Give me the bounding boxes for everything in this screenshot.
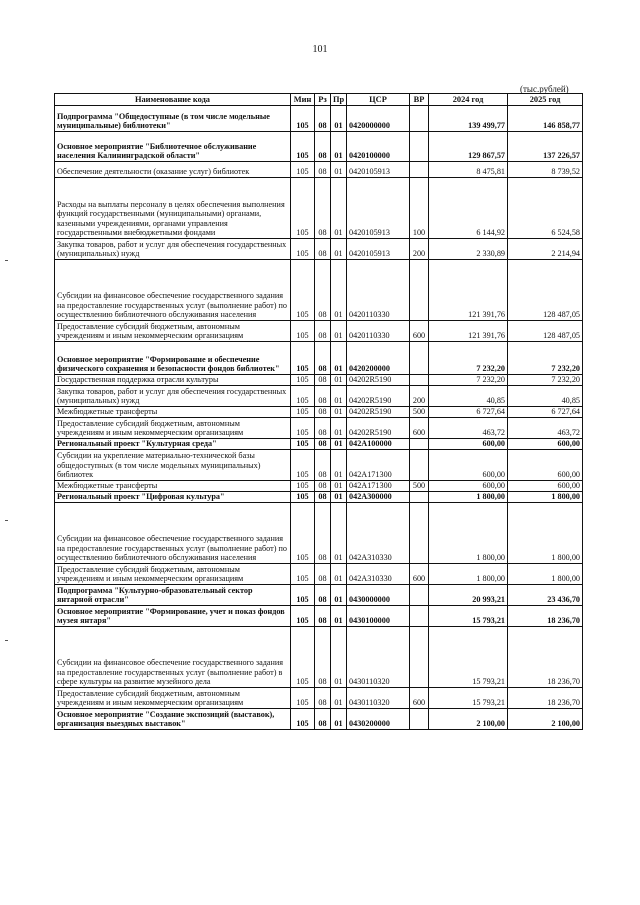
row-rz: 08 xyxy=(315,386,331,407)
row-pr: 01 xyxy=(331,450,347,481)
row-name: Основное мероприятие "Формирование, учет и показ фондов музея янтаря" xyxy=(55,606,291,627)
row-2025: 7 232,20 xyxy=(508,342,583,375)
row-2024: 6 144,92 xyxy=(429,178,508,239)
table-row xyxy=(55,627,583,688)
table-row xyxy=(55,585,583,606)
row-vr xyxy=(410,260,429,321)
row-name: Предоставление субсидий бюджетным, автономным учреждениям и иным некоммерческим организациям xyxy=(55,688,291,709)
row-rz: 08 xyxy=(315,418,331,439)
row-rz: 08 xyxy=(315,321,331,342)
row-name: Межбюджетные трансферты xyxy=(55,481,291,492)
row-pr: 01 xyxy=(331,407,347,418)
table-row xyxy=(55,709,583,730)
table-row xyxy=(55,606,583,627)
row-csr: 04202R5190 xyxy=(347,418,410,439)
row-pr: 01 xyxy=(331,418,347,439)
header-2025: 2025 год xyxy=(508,94,583,106)
row-rz: 08 xyxy=(315,106,331,132)
row-csr: 042A310330 xyxy=(347,564,410,585)
row-rz: 08 xyxy=(315,606,331,627)
table-row xyxy=(55,418,583,439)
row-vr xyxy=(410,450,429,481)
row-2025: 2 214,94 xyxy=(508,239,583,260)
row-csr: 0420105913 xyxy=(347,239,410,260)
row-min: 105 xyxy=(291,162,315,178)
row-2024: 600,00 xyxy=(429,450,508,481)
row-min: 105 xyxy=(291,407,315,418)
row-rz: 08 xyxy=(315,439,331,450)
row-rz: 08 xyxy=(315,162,331,178)
row-2025: 8 739,52 xyxy=(508,162,583,178)
row-name: Подпрограмма "Культурно-образовательный сектор янтарной отрасли" xyxy=(55,585,291,606)
row-2025: 40,85 xyxy=(508,386,583,407)
row-name: Закупка товаров, работ и услуг для обеспечения государственных (муниципальных) нужд xyxy=(55,386,291,407)
header-2024: 2024 год xyxy=(429,94,508,106)
row-vr: 200 xyxy=(410,386,429,407)
row-vr xyxy=(410,162,429,178)
table-body xyxy=(55,106,583,730)
row-vr: 500 xyxy=(410,481,429,492)
row-2024: 1 800,00 xyxy=(429,564,508,585)
row-csr: 0420200000 xyxy=(347,342,410,375)
row-2025: 6 524,58 xyxy=(508,178,583,239)
row-csr: 0420105913 xyxy=(347,178,410,239)
table-row xyxy=(55,239,583,260)
row-rz: 08 xyxy=(315,375,331,386)
row-pr: 01 xyxy=(331,132,347,162)
row-vr xyxy=(410,492,429,503)
row-name: Субсидии на финансовое обеспечение государственного задания на предоставление государственных услуг (выполнение работ) по осуществлению библиотечного обслуживания населения xyxy=(55,503,291,564)
row-2024: 2 100,00 xyxy=(429,709,508,730)
header-vr: ВР xyxy=(410,94,429,106)
row-2025: 463,72 xyxy=(508,418,583,439)
row-pr: 01 xyxy=(331,688,347,709)
row-2025: 128 487,05 xyxy=(508,321,583,342)
row-rz: 08 xyxy=(315,450,331,481)
table-row xyxy=(55,321,583,342)
row-pr: 01 xyxy=(331,585,347,606)
row-name: Предоставление субсидий бюджетным, автономным учреждениям и иным некоммерческим организациям xyxy=(55,418,291,439)
row-vr: 600 xyxy=(410,688,429,709)
row-vr xyxy=(410,606,429,627)
row-csr: 0420110330 xyxy=(347,260,410,321)
row-2025: 6 727,64 xyxy=(508,407,583,418)
row-name: Подпрограмма "Общедоступные (в том числе модельные муниципальные) библиотеки" xyxy=(55,106,291,132)
row-vr: 100 xyxy=(410,178,429,239)
row-name: Основное мероприятие "Создание экспозиций (выставок), организация выездных выставок" xyxy=(55,709,291,730)
row-pr: 01 xyxy=(331,492,347,503)
row-csr: 0430200000 xyxy=(347,709,410,730)
row-vr xyxy=(410,106,429,132)
row-rz: 08 xyxy=(315,492,331,503)
row-pr: 01 xyxy=(331,439,347,450)
row-2024: 2 330,89 xyxy=(429,239,508,260)
row-2024: 121 391,76 xyxy=(429,260,508,321)
row-vr: 600 xyxy=(410,564,429,585)
table-row xyxy=(55,450,583,481)
row-csr: 0430110320 xyxy=(347,627,410,688)
row-name: Обеспечение деятельности (оказание услуг) библиотек xyxy=(55,162,291,178)
row-csr: 0420105913 xyxy=(347,162,410,178)
row-min: 105 xyxy=(291,481,315,492)
page-number: 101 xyxy=(312,44,328,55)
row-rz: 08 xyxy=(315,239,331,260)
row-rz: 08 xyxy=(315,627,331,688)
row-2025: 23 436,70 xyxy=(508,585,583,606)
row-2024: 7 232,20 xyxy=(429,375,508,386)
row-vr xyxy=(410,709,429,730)
row-min: 105 xyxy=(291,386,315,407)
row-min: 105 xyxy=(291,132,315,162)
row-csr: 04202R5190 xyxy=(347,375,410,386)
budget-table xyxy=(54,93,583,730)
row-min: 105 xyxy=(291,418,315,439)
row-vr xyxy=(410,585,429,606)
row-pr: 01 xyxy=(331,106,347,132)
row-min: 105 xyxy=(291,178,315,239)
row-rz: 08 xyxy=(315,260,331,321)
row-csr: 042A310330 xyxy=(347,503,410,564)
table-row xyxy=(55,132,583,162)
row-vr xyxy=(410,132,429,162)
row-2025: 1 800,00 xyxy=(508,564,583,585)
row-2024: 7 232,20 xyxy=(429,342,508,375)
row-2025: 128 487,05 xyxy=(508,260,583,321)
row-csr: 04202R5190 xyxy=(347,407,410,418)
row-vr xyxy=(410,503,429,564)
row-csr: 0420000000 xyxy=(347,106,410,132)
row-2025: 1 800,00 xyxy=(508,492,583,503)
row-csr: 0430100000 xyxy=(347,606,410,627)
row-2024: 139 499,77 xyxy=(429,106,508,132)
table-row xyxy=(55,688,583,709)
table-row xyxy=(55,375,583,386)
row-min: 105 xyxy=(291,606,315,627)
row-pr: 01 xyxy=(331,375,347,386)
row-vr: 600 xyxy=(410,418,429,439)
row-csr: 0430110320 xyxy=(347,688,410,709)
row-min: 105 xyxy=(291,564,315,585)
table-row xyxy=(55,481,583,492)
row-min: 105 xyxy=(291,239,315,260)
row-2024: 463,72 xyxy=(429,418,508,439)
row-2025: 18 236,70 xyxy=(508,627,583,688)
row-2024: 40,85 xyxy=(429,386,508,407)
row-2024: 600,00 xyxy=(429,481,508,492)
row-csr: 042A171300 xyxy=(347,481,410,492)
row-2024: 600,00 xyxy=(429,439,508,450)
table-row xyxy=(55,386,583,407)
row-name: Субсидии на финансовое обеспечение государственного задания на предоставление государственных услуг (выполнение работ) по осуществлению библиотечного обслуживания населения xyxy=(55,260,291,321)
row-min: 105 xyxy=(291,688,315,709)
row-2025: 7 232,20 xyxy=(508,375,583,386)
row-min: 105 xyxy=(291,709,315,730)
row-2024: 15 793,21 xyxy=(429,606,508,627)
table-row xyxy=(55,342,583,375)
row-name: Предоставление субсидий бюджетным, автономным учреждениям и иным некоммерческим организациям xyxy=(55,321,291,342)
row-2025: 600,00 xyxy=(508,450,583,481)
row-name: Закупка товаров, работ и услуг для обеспечения государственных (муниципальных) нужд xyxy=(55,239,291,260)
row-2024: 15 793,21 xyxy=(429,688,508,709)
header-pr: Пр xyxy=(331,94,347,106)
row-csr: 042A300000 xyxy=(347,492,410,503)
row-rz: 08 xyxy=(315,407,331,418)
row-min: 105 xyxy=(291,585,315,606)
row-pr: 01 xyxy=(331,386,347,407)
row-csr: 0420110330 xyxy=(347,321,410,342)
row-pr: 01 xyxy=(331,321,347,342)
table-row xyxy=(55,503,583,564)
row-rz: 08 xyxy=(315,178,331,239)
row-min: 105 xyxy=(291,627,315,688)
row-csr: 0430000000 xyxy=(347,585,410,606)
margin-mark xyxy=(5,640,8,641)
row-csr: 042A171300 xyxy=(347,450,410,481)
row-min: 105 xyxy=(291,450,315,481)
row-pr: 01 xyxy=(331,239,347,260)
row-2024: 1 800,00 xyxy=(429,492,508,503)
row-name: Государственная поддержка отрасли культуры xyxy=(55,375,291,386)
row-pr: 01 xyxy=(331,178,347,239)
row-name: Субсидии на финансовое обеспечение государственного задания на предоставление государственных услуг (выполнение работ) в сфере культуры на развитие музейного дела xyxy=(55,627,291,688)
table-row xyxy=(55,178,583,239)
table-row xyxy=(55,407,583,418)
row-pr: 01 xyxy=(331,342,347,375)
table-row xyxy=(55,492,583,503)
row-vr xyxy=(410,375,429,386)
row-min: 105 xyxy=(291,321,315,342)
row-rz: 08 xyxy=(315,585,331,606)
row-2025: 18 236,70 xyxy=(508,606,583,627)
row-2025: 600,00 xyxy=(508,481,583,492)
row-name: Предоставление субсидий бюджетным, автономным учреждениям и иным некоммерческим организациям xyxy=(55,564,291,585)
row-rz: 08 xyxy=(315,709,331,730)
header-name: Наименование кода xyxy=(55,94,291,106)
row-pr: 01 xyxy=(331,627,347,688)
row-min: 105 xyxy=(291,106,315,132)
row-name: Региональный проект "Культурная среда" xyxy=(55,439,291,450)
row-pr: 01 xyxy=(331,260,347,321)
row-vr xyxy=(410,439,429,450)
row-min: 105 xyxy=(291,342,315,375)
row-name: Расходы на выплаты персоналу в целях обеспечения выполнения функций государственными (муниципальными) органами, казенными учреждениями, органами управления государственными внебюджетными фондами xyxy=(55,178,291,239)
row-name: Основное мероприятие "Формирование и обеспечение физического сохранения и безопасности фондов библиотек" xyxy=(55,342,291,375)
row-csr: 042A100000 xyxy=(347,439,410,450)
row-vr xyxy=(410,627,429,688)
row-2024: 1 800,00 xyxy=(429,503,508,564)
row-vr: 600 xyxy=(410,321,429,342)
table-row xyxy=(55,106,583,132)
margin-mark xyxy=(5,520,8,521)
row-rz: 08 xyxy=(315,481,331,492)
row-vr: 500 xyxy=(410,407,429,418)
row-pr: 01 xyxy=(331,503,347,564)
table-row xyxy=(55,564,583,585)
row-pr: 01 xyxy=(331,606,347,627)
row-2025: 600,00 xyxy=(508,439,583,450)
row-min: 105 xyxy=(291,260,315,321)
row-2024: 20 993,21 xyxy=(429,585,508,606)
row-name: Субсидии на укрепление материально-технической базы общедоступных (в том числе модельных муниципальных) библиотек xyxy=(55,450,291,481)
row-2024: 121 391,76 xyxy=(429,321,508,342)
row-rz: 08 xyxy=(315,503,331,564)
header-min: Мин xyxy=(291,94,315,106)
table-row xyxy=(55,162,583,178)
row-vr: 200 xyxy=(410,239,429,260)
row-rz: 08 xyxy=(315,342,331,375)
row-min: 105 xyxy=(291,503,315,564)
row-2025: 137 226,57 xyxy=(508,132,583,162)
row-name: Межбюджетные трансферты xyxy=(55,407,291,418)
row-2025: 146 858,77 xyxy=(508,106,583,132)
row-min: 105 xyxy=(291,375,315,386)
row-2025: 18 236,70 xyxy=(508,688,583,709)
row-csr: 04202R5190 xyxy=(347,386,410,407)
header-csr: ЦСР xyxy=(347,94,410,106)
row-pr: 01 xyxy=(331,481,347,492)
row-min: 105 xyxy=(291,492,315,503)
row-2025: 1 800,00 xyxy=(508,503,583,564)
row-pr: 01 xyxy=(331,564,347,585)
row-pr: 01 xyxy=(331,709,347,730)
row-2024: 15 793,21 xyxy=(429,627,508,688)
table-row xyxy=(55,439,583,450)
row-vr xyxy=(410,342,429,375)
row-rz: 08 xyxy=(315,688,331,709)
row-2024: 6 727,64 xyxy=(429,407,508,418)
table-header-row xyxy=(55,94,583,106)
row-2024: 129 867,57 xyxy=(429,132,508,162)
row-name: Региональный проект "Цифровая культура" xyxy=(55,492,291,503)
margin-mark xyxy=(5,260,8,261)
table-row xyxy=(55,260,583,321)
row-rz: 08 xyxy=(315,132,331,162)
row-pr: 01 xyxy=(331,162,347,178)
row-min: 105 xyxy=(291,439,315,450)
row-rz: 08 xyxy=(315,564,331,585)
header-rz: Рз xyxy=(315,94,331,106)
row-csr: 0420100000 xyxy=(347,132,410,162)
row-name: Основное мероприятие "Библиотечное обслуживание населения Калининградской области" xyxy=(55,132,291,162)
row-2024: 8 475,81 xyxy=(429,162,508,178)
row-2025: 2 100,00 xyxy=(508,709,583,730)
units-label: (тыс.рублей) xyxy=(520,84,569,94)
